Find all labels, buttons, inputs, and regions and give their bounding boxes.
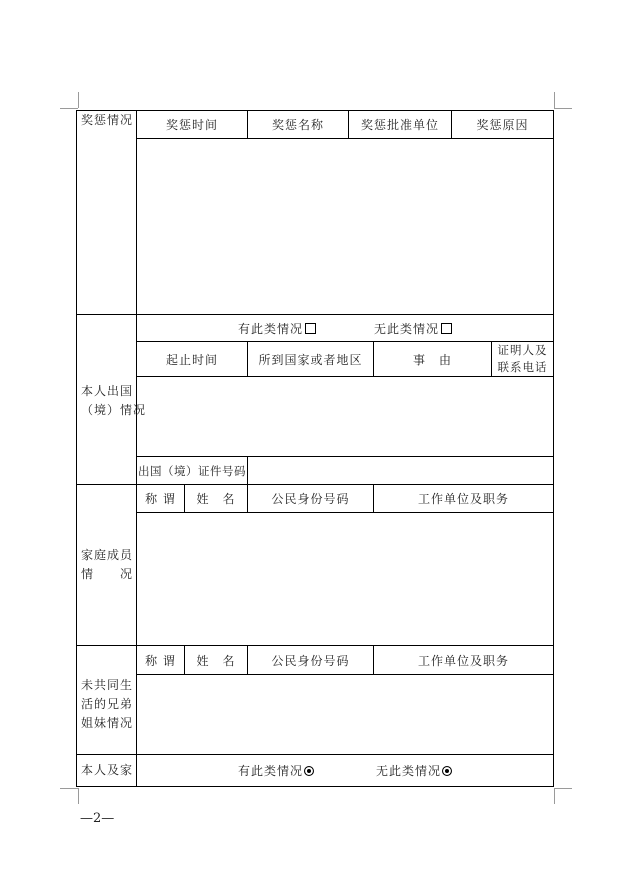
abroad-col-witness bbox=[492, 342, 553, 376]
crop-mark bbox=[78, 788, 79, 804]
abroad-none-option[interactable] bbox=[374, 320, 452, 337]
table-border bbox=[553, 110, 554, 787]
crop-mark bbox=[554, 108, 572, 109]
family-label-line1: 家庭成员 bbox=[81, 548, 134, 562]
abroad-status-row bbox=[137, 315, 553, 341]
siblings-col-relation: 称 谓 bbox=[145, 653, 176, 668]
family-col-name: 姓 名 bbox=[196, 492, 236, 506]
last-has-option[interactable] bbox=[238, 762, 314, 779]
awards-col-name: 奖惩名称 bbox=[271, 118, 324, 132]
family-col-work: 工作单位及职务 bbox=[417, 492, 509, 506]
passport-label: 出国（境）证件号码 bbox=[138, 463, 246, 478]
awards-col-reason: 奖惩原因 bbox=[476, 118, 529, 132]
awards-col-time: 奖惩时间 bbox=[165, 118, 218, 132]
siblings-label-line1: 未共同生 bbox=[81, 678, 134, 692]
abroad-label-line1: 本人出国 bbox=[81, 384, 134, 398]
table-border bbox=[76, 786, 554, 787]
table-border bbox=[76, 110, 77, 787]
last-has-radio[interactable] bbox=[304, 766, 314, 776]
last-has-label: 有此类情况 bbox=[237, 764, 303, 778]
siblings-label bbox=[81, 676, 133, 733]
table-border bbox=[136, 376, 554, 377]
abroad-col-period: 起止时间 bbox=[165, 352, 218, 367]
table-border bbox=[136, 674, 554, 675]
crop-mark bbox=[554, 788, 555, 804]
siblings-col-name: 姓 名 bbox=[196, 653, 236, 668]
abroad-none-checkbox[interactable] bbox=[441, 323, 452, 334]
abroad-witness-line1: 证明人及 bbox=[497, 343, 548, 357]
family-col-id: 公民身份号码 bbox=[271, 492, 350, 506]
family-col-relation: 称 谓 bbox=[145, 492, 176, 506]
siblings-label-line3: 姐妹情况 bbox=[81, 716, 134, 730]
crop-mark bbox=[554, 788, 572, 789]
abroad-col-reason: 事 由 bbox=[412, 352, 452, 367]
last-row-label: 本人及家 bbox=[81, 763, 134, 777]
abroad-has-checkbox[interactable] bbox=[305, 323, 316, 334]
siblings-label-line2: 活的兄弟 bbox=[81, 697, 134, 711]
crop-mark bbox=[554, 92, 555, 108]
abroad-col-destination: 所到国家或者地区 bbox=[258, 352, 363, 367]
passport-number-field[interactable] bbox=[248, 457, 553, 484]
last-row-status bbox=[137, 755, 553, 786]
abroad-has-option[interactable] bbox=[238, 320, 316, 337]
abroad-witness-line2: 联系电话 bbox=[497, 360, 548, 374]
siblings-col-work: 工作单位及职务 bbox=[417, 653, 509, 668]
awards-label: 奖惩情况 bbox=[81, 113, 134, 127]
abroad-none-label: 无此类情况 bbox=[374, 321, 440, 336]
last-none-radio[interactable] bbox=[442, 766, 452, 776]
crop-mark bbox=[60, 788, 78, 789]
family-label-line2: 情 况 bbox=[81, 567, 134, 581]
crop-mark bbox=[60, 108, 78, 109]
table-border bbox=[136, 512, 554, 513]
table-border bbox=[136, 110, 137, 787]
abroad-has-label: 有此类情况 bbox=[237, 321, 303, 336]
family-label bbox=[81, 546, 133, 584]
table-border bbox=[136, 138, 554, 139]
abroad-label-line2: （境）情况 bbox=[81, 403, 147, 417]
crop-mark bbox=[78, 92, 79, 108]
last-none-label: 无此类情况 bbox=[376, 764, 442, 778]
page-number: —2— bbox=[80, 811, 115, 826]
siblings-col-id: 公民身份号码 bbox=[271, 653, 350, 668]
abroad-label bbox=[81, 382, 146, 420]
last-none-option[interactable] bbox=[376, 762, 452, 779]
awards-col-approver: 奖惩批准单位 bbox=[360, 118, 439, 132]
